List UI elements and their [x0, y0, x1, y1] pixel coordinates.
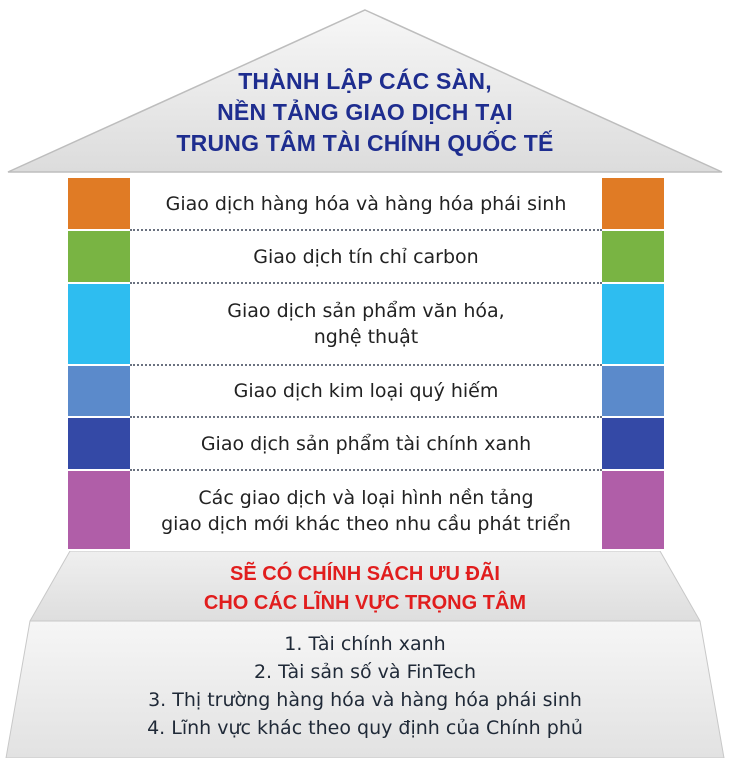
pillar-segment-right	[602, 231, 664, 282]
platform-row	[130, 366, 602, 418]
pillar-segment-left	[68, 366, 130, 416]
trading-platforms-list	[130, 178, 602, 551]
pillar-segment-right	[602, 471, 664, 549]
pillar-segment-right	[602, 284, 664, 364]
platform-label: giao dịch mới khác theo nhu cầu phát triển	[161, 513, 571, 535]
roof-title	[150, 66, 580, 159]
roof-title-line: NỀN TẢNG GIAO DỊCH TẠI	[217, 99, 513, 125]
platform-label: Giao dịch sản phẩm tài chính xanh	[200, 432, 532, 455]
focus-item: 3. Thị trường hàng hóa và hàng hóa phái sinh	[148, 689, 582, 711]
platform-row	[130, 284, 602, 366]
focus-item: 2. Tài sản số và FinTech	[253, 661, 477, 683]
platform-label: Giao dịch sản phẩm văn hóa,	[227, 300, 505, 322]
pillar-segment-left	[68, 284, 130, 364]
platform-label: Giao dịch kim loại quý hiếm	[233, 380, 499, 402]
platform-label: Giao dịch tín chỉ carbon	[253, 245, 479, 268]
roof-title-line: TRUNG TÂM TÀI CHÍNH QUỐC TẾ	[176, 130, 554, 156]
focus-item: 4. Lĩnh vực khác theo quy định của Chính phủ	[147, 717, 583, 739]
focus-item: 1. Tài chính xanh	[284, 633, 446, 655]
pillar-segment-right	[602, 178, 664, 229]
pillar-segment-right	[602, 366, 664, 416]
pillar-segment-left	[68, 418, 130, 469]
platform-row	[130, 471, 602, 551]
platform-label: Các giao dịch và loại hình nền tảng	[198, 487, 534, 509]
pillar-segment-left	[68, 471, 130, 549]
pillar-segment-left	[68, 178, 130, 229]
platform-label: Giao dịch hàng hóa và hàng hóa phái sinh	[165, 192, 567, 215]
roof-title-line: THÀNH LẬP CÁC SÀN,	[238, 68, 492, 94]
platform-row	[130, 418, 602, 471]
focus-areas-list	[40, 630, 690, 742]
pillar-segment-left	[68, 231, 130, 282]
policy-banner	[80, 560, 650, 618]
policy-line: CHO CÁC LĨNH VỰC TRỌNG TÂM	[203, 592, 527, 614]
platform-label: nghệ thuật	[313, 326, 419, 348]
platform-row	[130, 231, 602, 284]
platform-row	[130, 178, 602, 231]
policy-line: SẼ CÓ CHÍNH SÁCH ƯU ĐÃI	[230, 563, 500, 585]
pillar-segment-right	[602, 418, 664, 469]
